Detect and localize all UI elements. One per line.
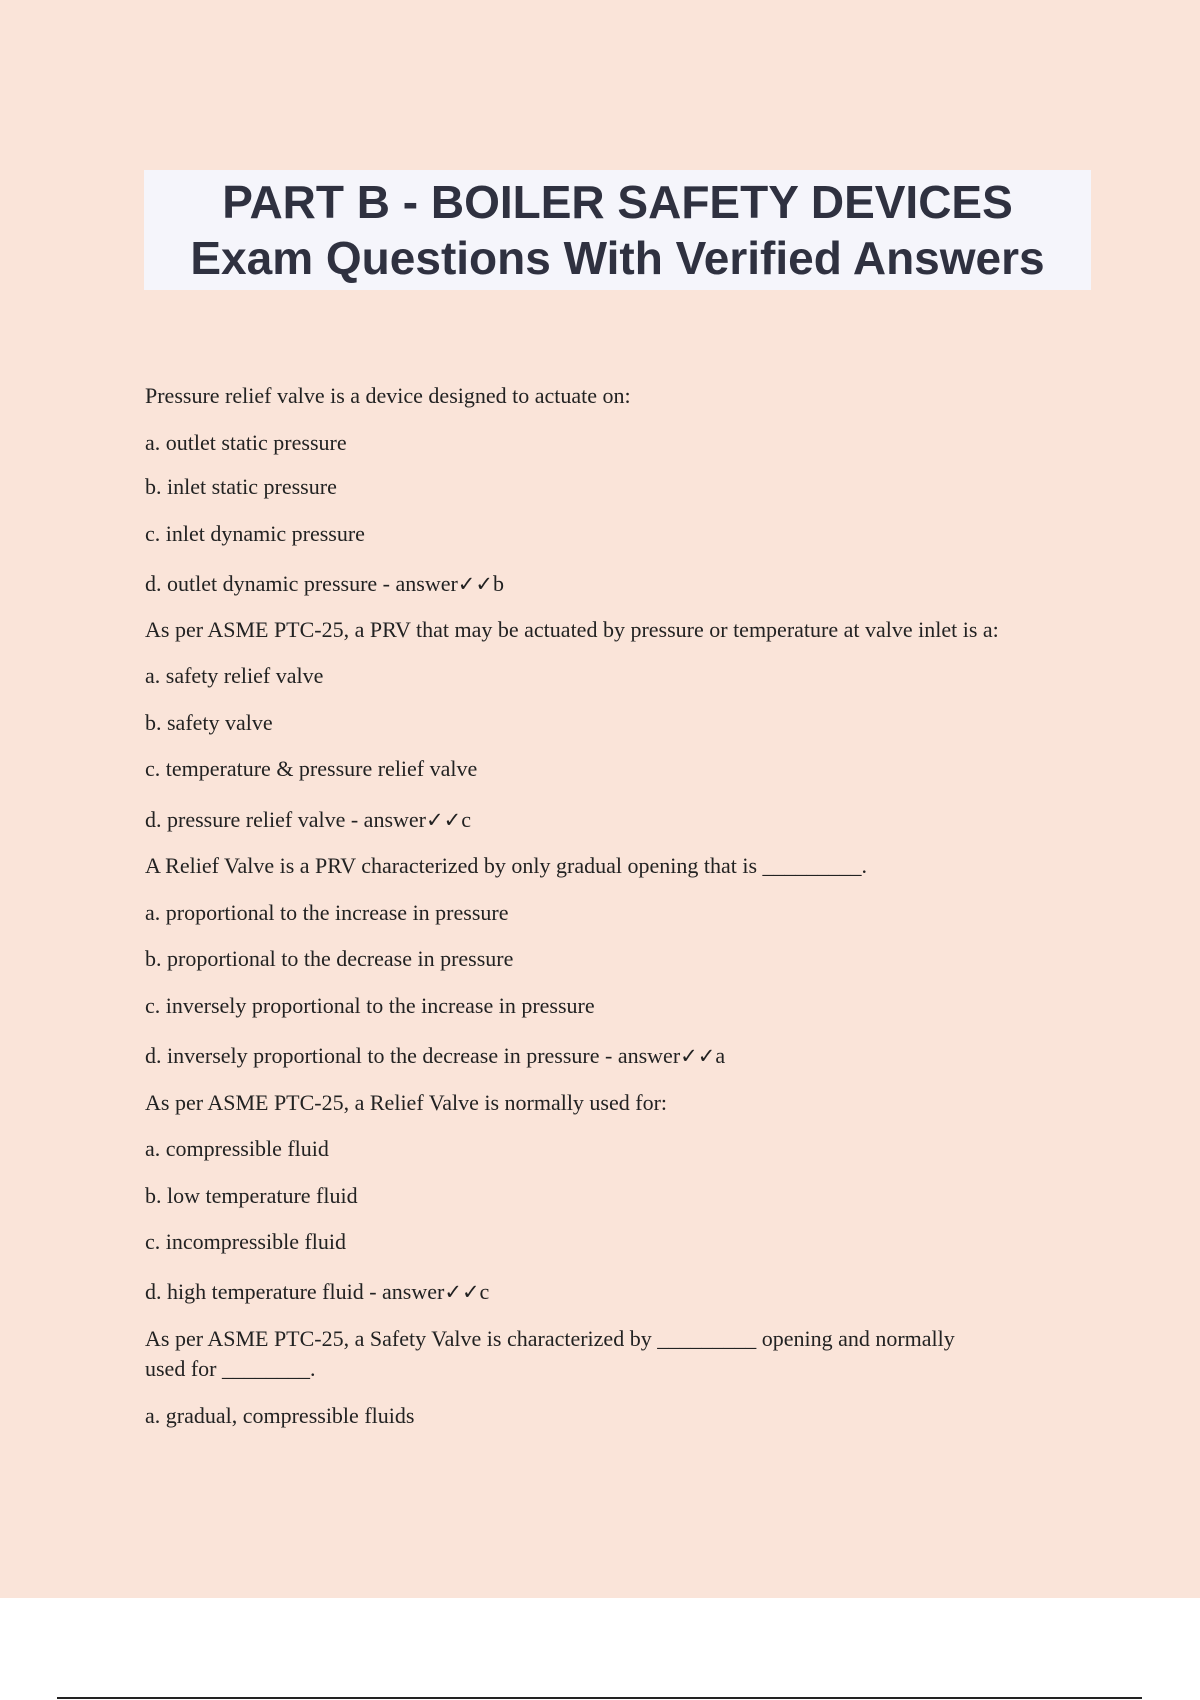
answer-option: b. low temperature fluid: [145, 1183, 358, 1208]
double-checkmark-icon: ✓✓: [425, 808, 462, 832]
correct-answer: c: [479, 1279, 490, 1304]
answer-option: b. proportional to the decrease in pressure: [145, 946, 514, 971]
answer-option-with-key: [145, 805, 471, 835]
answer-option: c. inversely proportional to the increase in pressure: [145, 993, 595, 1018]
answer-option: a. safety relief valve: [145, 663, 324, 688]
question-text: As per ASME PTC-25, a Safety Valve is characterized by _________ opening and normally: [145, 1326, 955, 1351]
footer-divider: [57, 1697, 1142, 1699]
answer-option: a. compressible fluid: [145, 1136, 329, 1161]
answer-option: a. outlet static pressure: [145, 430, 347, 455]
question-text: As per ASME PTC-25, a PRV that may be actuated by pressure or temperature at valve inlet is a:: [145, 617, 999, 642]
answer-option: b. safety valve: [145, 710, 273, 735]
document-title-banner: [144, 170, 1091, 290]
question-text-continued: used for ________.: [145, 1356, 316, 1381]
question-text: Pressure relief valve is a device designed to actuate on:: [145, 383, 631, 408]
answer-option-with-key: [145, 1277, 489, 1307]
answer-option: a. proportional to the increase in pressure: [145, 900, 509, 925]
answer-option: c. inlet dynamic pressure: [145, 521, 365, 546]
answer-option: a. gradual, compressible fluids: [145, 1403, 415, 1428]
answer-option-text: d. outlet dynamic pressure - answer: [145, 571, 458, 596]
double-checkmark-icon: ✓✓: [457, 572, 493, 596]
correct-answer: a: [715, 1043, 726, 1068]
document-title-line-1: PART B - BOILER SAFETY DEVICES: [222, 176, 1013, 228]
answer-option: c. incompressible fluid: [145, 1229, 347, 1254]
correct-answer: c: [461, 807, 471, 832]
answer-option-with-key: [145, 569, 504, 599]
answer-option-with-key: [145, 1041, 725, 1071]
double-checkmark-icon: ✓✓: [444, 1280, 480, 1304]
document-title-line-2: Exam Questions With Verified Answers: [190, 232, 1045, 284]
question-text: As per ASME PTC-25, a Relief Valve is normally used for:: [145, 1090, 668, 1115]
double-checkmark-icon: ✓✓: [680, 1044, 716, 1068]
answer-option-text: d. pressure relief valve - answer: [145, 807, 426, 832]
question-text: A Relief Valve is a PRV characterized by only gradual opening that is _________.: [145, 853, 868, 878]
answer-option-text: d. inversely proportional to the decrease in pressure - answer: [145, 1043, 681, 1068]
answer-option: b. inlet static pressure: [145, 474, 337, 499]
answer-option: c. temperature & pressure relief valve: [145, 756, 478, 781]
correct-answer: b: [493, 571, 504, 596]
answer-option-text: d. high temperature fluid - answer: [145, 1279, 445, 1304]
